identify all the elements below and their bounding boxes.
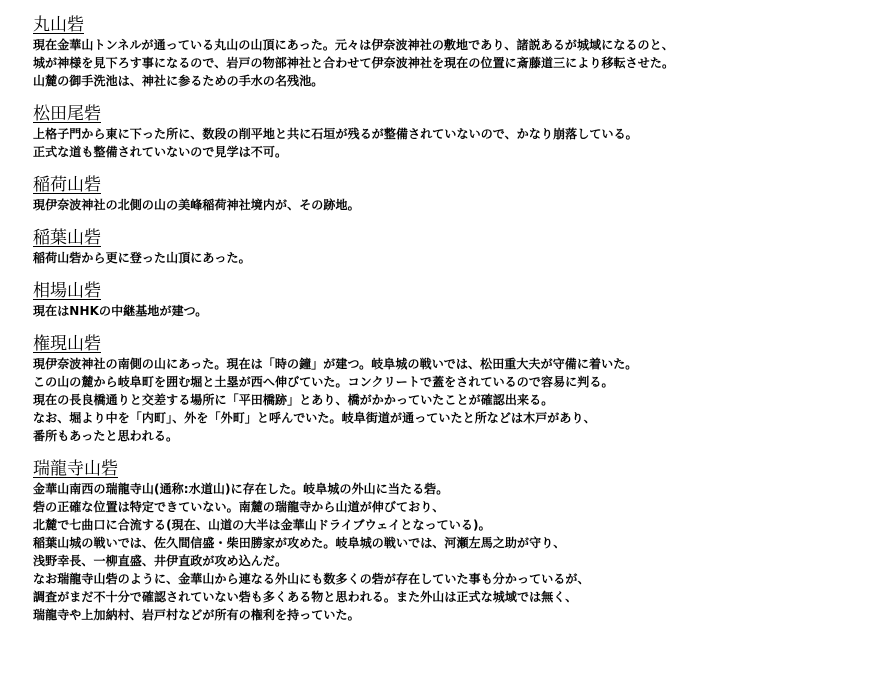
paragraph-line: 現在はNHKの中継基地が建つ。 [33, 304, 208, 318]
section-heading: 稲葉山砦 [33, 228, 101, 248]
paragraph-line: 現在金華山トンネルが通っている丸山の山頂にあった。元々は伊奈波神社の敷地であり、諸説あるが城域になるのと、 [33, 38, 674, 52]
paragraph-line: 瑞龍寺や上加納村、岩戸村などが所有の権利を持っていた。 [33, 608, 360, 622]
paragraph-line: 金華山南西の瑞龍寺山(通称:水道山)に存在した。岐阜城の外山に当たる砦。 [33, 482, 449, 496]
paragraph-line: 正式な道も整備されていないので見学は不可。 [33, 145, 288, 159]
paragraph-line: 稲葉山城の戦いでは、佐久間信盛・柴田勝家が攻めた。岐阜城の戦いでは、河瀬左馬之助が守り、 [33, 536, 566, 550]
paragraph-line: 現伊奈波神社の南側の山にあった。現在は「時の鐘」が建つ。岐阜城の戦いでは、松田重大夫が守備に着いた。 [33, 357, 638, 371]
section-4 [33, 227, 875, 267]
section-heading: 権現山砦 [33, 334, 101, 354]
section-heading: 相場山砦 [33, 281, 101, 301]
section-1 [33, 14, 875, 90]
section-2 [33, 103, 875, 161]
section-5 [33, 280, 875, 320]
section-3 [33, 174, 875, 214]
paragraph-line: 現在の長良橋通りと交差する場所に「平田橋跡」とあり、橋がかかっていたことが確認出来る。 [33, 393, 554, 407]
paragraph-line: 番所もあったと思われる。 [33, 429, 179, 443]
paragraph-line: 城が神様を見下ろす事になるので、岩戸の物部神社と合わせて伊奈波神社を現在の位置に斎藤道三により移転させた。 [33, 56, 675, 70]
section-heading: 丸山砦 [33, 15, 84, 35]
paragraph-line: 現伊奈波神社の北側の山の美峰稲荷神社境内が、その跡地。 [33, 198, 360, 212]
paragraph-line: 山麓の御手洗池は、神社に参るための手水の名残池。 [33, 74, 324, 88]
paragraph-line: なお瑞龍寺山砦のように、金華山から連なる外山にも数多くの砦が存在していた事も分かっているが、 [33, 572, 590, 586]
section-heading: 松田尾砦 [33, 104, 101, 124]
section-heading: 稲荷山砦 [33, 175, 101, 195]
section-6 [33, 333, 875, 445]
paragraph-line: この山の麓から岐阜町を囲む堀と土塁が西へ伸びていた。コンクリートで蓋をされているので容易に判る。 [33, 375, 614, 389]
section-7 [33, 458, 875, 624]
paragraph-line: 砦の正確な位置は特定できていない。南麓の瑞龍寺から山道が伸びており、 [33, 500, 445, 514]
paragraph-line: 浅野幸長、一柳直盛、井伊直政が攻め込んだ。 [33, 554, 288, 568]
paragraph-line: なお、堀より中を「内町」、外を「外町」と呼んでいた。岐阜街道が通っていたと所などは木戸があり、 [33, 411, 596, 425]
paragraph-line: 稲荷山砦から更に登った山頂にあった。 [33, 251, 251, 265]
paragraph-line: 調査がまだ不十分で確認されていない砦も多くある物と思われる。また外山は正式な城域では無く、 [33, 590, 578, 604]
paragraph-line: 上格子門から東に下った所に、数段の削平地と共に石垣が残るが整備されていないので、かなり崩落している。 [33, 127, 638, 141]
section-heading: 瑞龍寺山砦 [33, 459, 118, 479]
paragraph-line: 北麓で七曲口に合流する(現在、山道の大半は金華山ドライブウェイとなっている)。 [33, 518, 491, 532]
sections-container [33, 14, 875, 624]
